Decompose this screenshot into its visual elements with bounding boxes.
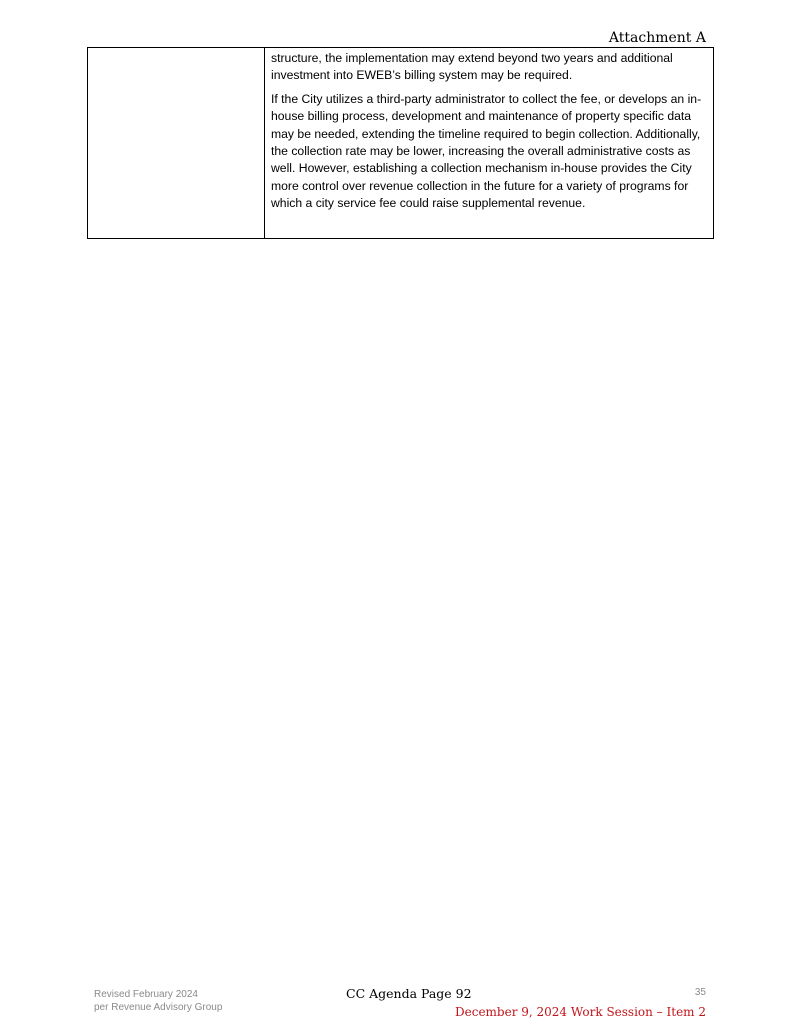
table-paragraph-1: structure, the implementation may extend beyond two years and additional investment into EWEB’s billing system may be required. xyxy=(271,51,673,83)
footer-work-session: December 9, 2024 Work Session – Item 2 xyxy=(455,1005,706,1019)
footer-page-number: 35 xyxy=(694,987,706,998)
footer-revised-date: Revised February 2024 xyxy=(94,989,198,1000)
table-left-cell xyxy=(88,48,265,238)
table-paragraph-2: If the City utilizes a third-party administrator to collect the fee, or develops an in-house billing process, development and maintenance of property specific data may be needed, extending the timeline required to begin collection. Additionally, the collection rate may be lower, increasing the overall administrative costs as well. However, establishing a collection mechanism in-house provides the City more control over revenue collection in the future for a variety of programs for which a city service fee could raise supplemental revenue. xyxy=(271,91,702,211)
attachment-label: Attachment A xyxy=(608,30,706,46)
footer-revision-note xyxy=(94,988,222,1014)
footer-advisory-group: per Revenue Advisory Group xyxy=(94,1002,223,1013)
table-right-cell xyxy=(265,48,713,238)
footer-agenda-page: CC Agenda Page 92 xyxy=(346,986,472,1001)
content-table xyxy=(87,47,714,239)
